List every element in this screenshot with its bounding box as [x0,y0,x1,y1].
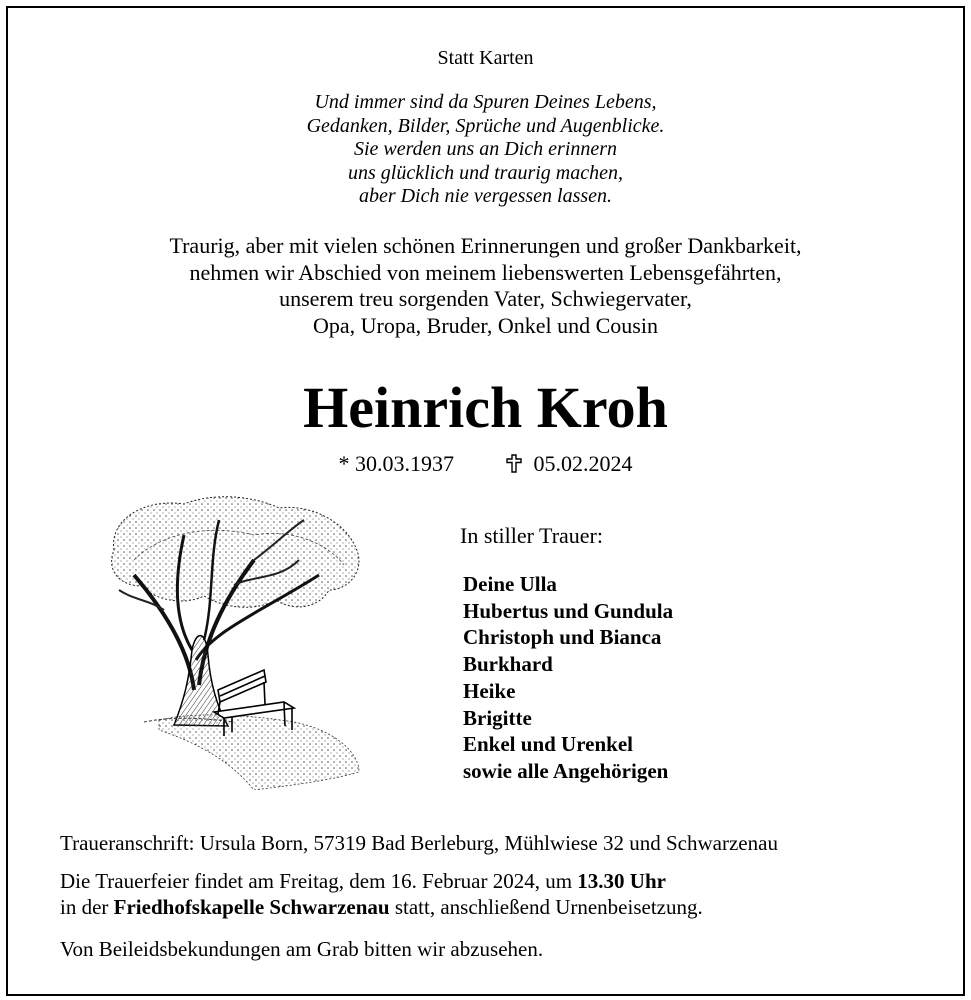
service-date-text: Die Trauerfeier findet am Freitag, dem 16. Februar 2024, um [60,869,578,893]
mourners-label: In stiller Trauer: [460,523,603,548]
mourner-name: Burkhard [463,652,553,677]
obituary-notice [6,6,965,996]
service-place: Friedhofskapelle Schwarzenau [113,895,390,919]
poem [8,91,963,209]
service-place-prefix: in der [60,895,114,919]
funeral-service-info [60,868,703,920]
cross-icon [505,454,523,473]
mourner-name: Enkel und Urenkel [463,732,633,757]
intro-line: Traurig, aber mit vielen schönen Erinnerungen und großer Dankbarkeit, [169,233,802,258]
service-place-suffix: statt, anschließend Urnenbeisetzung. [389,895,703,919]
mourner-name: sowie alle Angehörigen [463,758,669,783]
service-time: 13.30 Uhr [577,869,666,893]
mourner-name: Deine Ulla [463,572,557,596]
service-line-2 [60,894,703,920]
life-dates [8,451,963,477]
heading: Statt Karten [437,47,534,69]
deceased-name: Heinrich Kroh [303,375,668,440]
intro-text [8,233,963,339]
intro-line: unserem treu sorgenden Vater, Schwiegervater, [279,286,692,311]
poem-line: Gedanken, Bilder, Sprüche und Augenblicke. [306,114,665,137]
mourner-name: Hubertus und Gundula [463,598,674,623]
mourners-list [463,571,673,785]
intro-line: Opa, Uropa, Bruder, Onkel und Cousin [313,312,658,338]
condolences-note: Von Beileidsbekundungen am Grab bitten wir abzusehen. [60,937,544,961]
poem-line: Sie werden uns an Dich erinnern [353,138,618,160]
poem-line: uns glücklich und traurig machen, [348,161,623,184]
poem-line: aber Dich nie vergessen lassen. [358,185,613,207]
mourning-address: Traueranschrift: Ursula Born, 57319 Bad Berleburg, Mühlwiese 32 und Schwarzenau [60,831,778,855]
death-date: 05.02.2024 [533,451,633,476]
intro-line: nehmen wir Abschied von meinem liebenswerten Lebensgefährten, [189,259,782,285]
mourner-name: Heike [463,678,516,703]
service-line-1 [60,868,703,894]
poem-line: Und immer sind da Spuren Deines Lebens, [314,91,657,113]
tree-bench-illustration [104,490,366,790]
mourner-name: Brigitte [463,705,532,730]
mourner-name: Christoph und Bianca [463,625,662,650]
birth-date: * 30.03.1937 [338,451,454,476]
